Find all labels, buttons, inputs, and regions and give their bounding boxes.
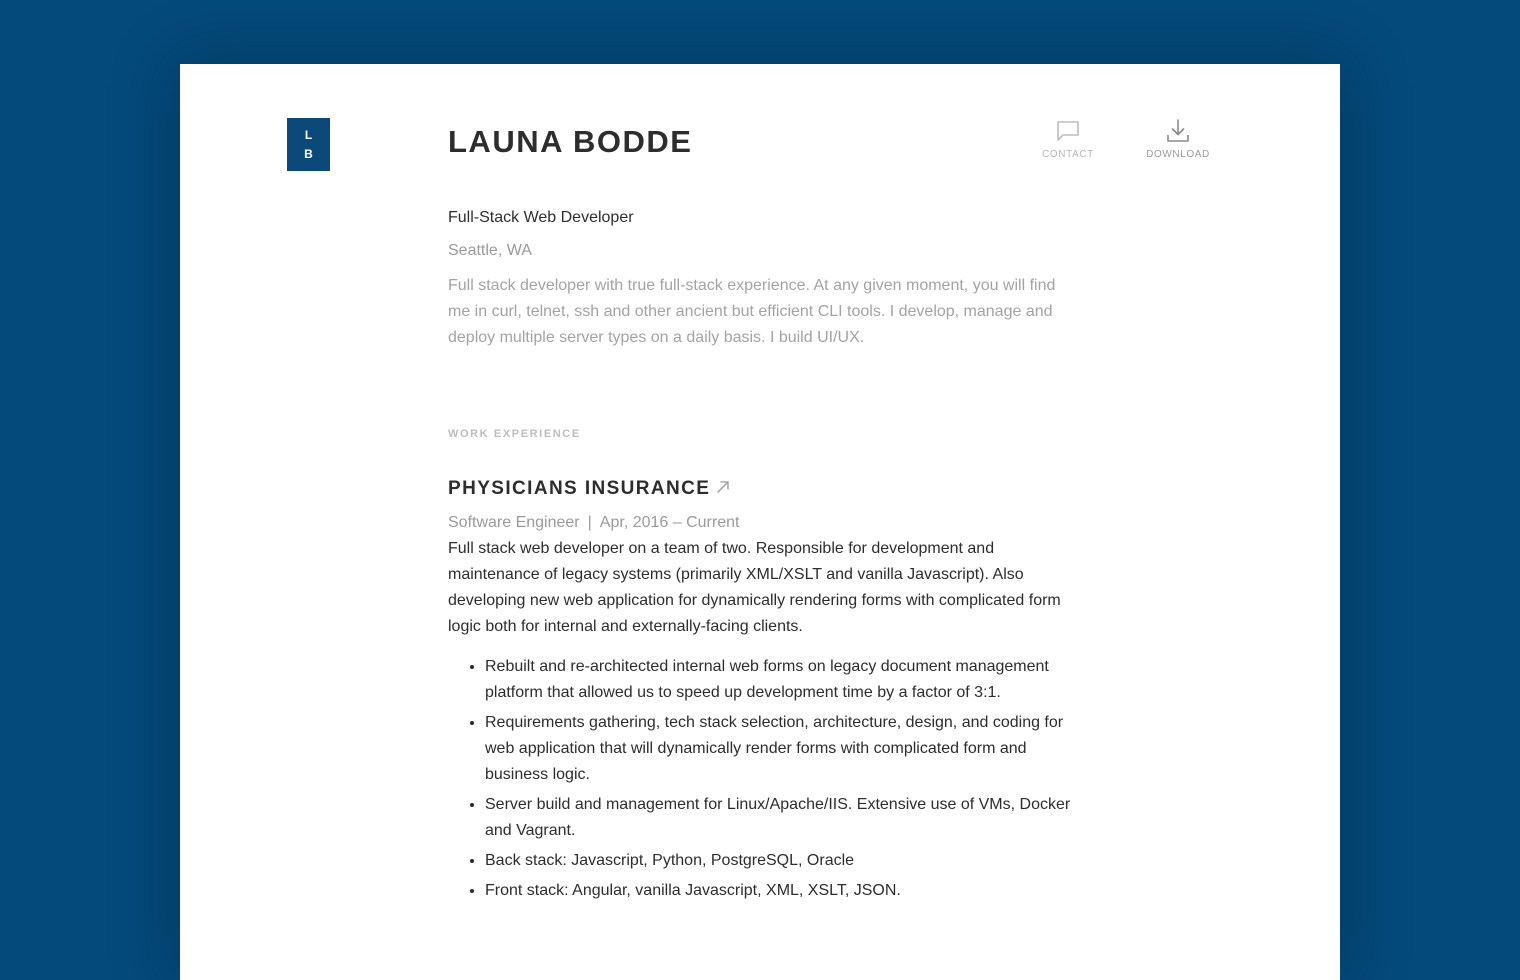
download-icon bbox=[1165, 116, 1191, 146]
list-item: • Requirements gathering, tech stack selection, architecture, design, and coding for web application that will dynamically render forms with complicated form and business logic. bbox=[485, 710, 1073, 788]
job-title: Software Engineer bbox=[448, 514, 580, 531]
contact-button[interactable] bbox=[1032, 116, 1104, 160]
download-label: DOWNLOAD bbox=[1146, 149, 1210, 160]
work-experience-heading: WORK EXPERIENCE bbox=[448, 428, 581, 440]
chat-bubble-icon bbox=[1055, 116, 1081, 146]
location-text: Seattle, WA bbox=[448, 242, 532, 259]
list-item: • Front stack: Angular, vanilla Javascript, XML, XSLT, JSON. bbox=[485, 878, 1073, 904]
job-meta bbox=[448, 510, 1073, 536]
company-name: PHYSICIANS INSURANCE bbox=[448, 478, 711, 499]
list-item: • Server build and management for Linux/Apache/IIS. Extensive use of VMs, Docker and Vagrant. bbox=[485, 792, 1073, 844]
list-item: • Back stack: Javascript, Python, PostgreSQL, Oracle bbox=[485, 848, 1073, 874]
meta-separator: | bbox=[587, 514, 592, 531]
job-bullet-list bbox=[448, 654, 1073, 904]
logo-letter-last: B bbox=[304, 146, 313, 161]
company-link[interactable] bbox=[448, 478, 1073, 500]
list-item: • Rebuilt and re-architected internal web forms on legacy document management platform that allowed us to speed up development time by a factor of 3:1. bbox=[485, 654, 1073, 706]
logo-letter-first: L bbox=[304, 127, 313, 142]
download-button[interactable] bbox=[1140, 116, 1216, 160]
job-description: Full stack web developer on a team of two. Responsible for development and maintenance of legacy systems (primarily XML/XSLT and vanilla Javascript). Also developing new web application for dynamically rendering forms with complicated form logic both for internal and externally-facing clients. bbox=[448, 540, 1061, 635]
contact-label: CONTACT bbox=[1042, 149, 1094, 160]
resume-content bbox=[448, 207, 1073, 908]
resume-page bbox=[180, 64, 1340, 980]
monogram-logo bbox=[287, 118, 330, 171]
job-headline: Full-Stack Web Developer bbox=[448, 209, 634, 226]
profile-summary: Full stack developer with true full-stack experience. At any given moment, you will find me in curl, telnet, ssh and other ancient but efficient CLI tools. I develop, manage and deploy multiple server types on a daily basis. I build UI/UX. bbox=[448, 277, 1056, 346]
person-name: LAUNA BODDE bbox=[448, 124, 693, 159]
job-dates: Apr, 2016 – Current bbox=[599, 514, 740, 531]
external-link-icon bbox=[716, 480, 730, 499]
